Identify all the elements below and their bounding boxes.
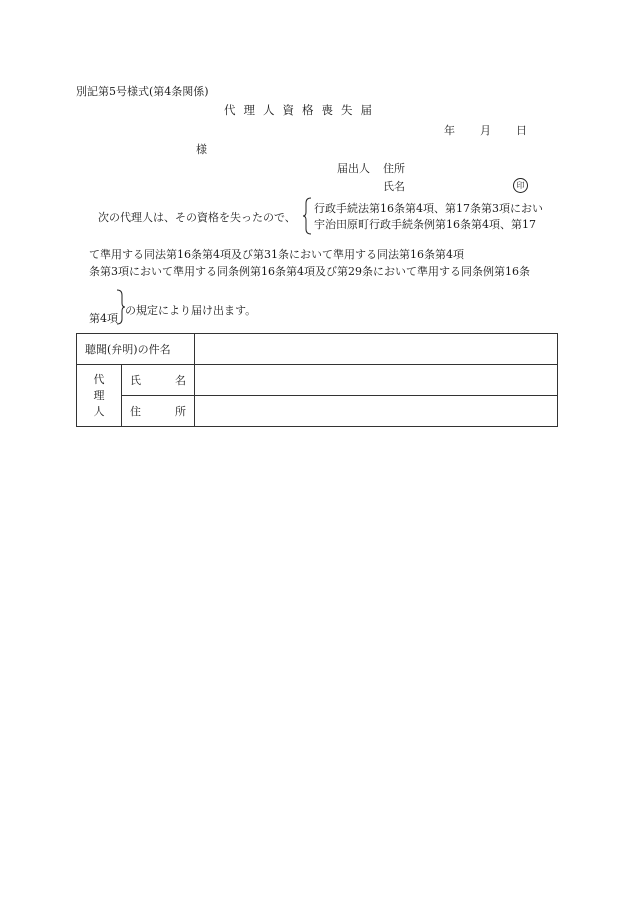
date-day-label: 日 [516, 124, 527, 137]
submitter-name-label: 氏名 [383, 180, 405, 193]
agent-name-label-char-2: 名 [175, 374, 186, 387]
agent-name-row [77, 365, 558, 396]
agent-address-row [77, 396, 558, 427]
agent-label-char-3: 人 [93, 404, 105, 418]
date-year-label: 年 [444, 124, 455, 137]
bracket-line-law: 行政手続法第16条第4項、第17条第3項におい [314, 202, 543, 215]
agent-address-label-cell [122, 396, 195, 427]
body-line-3: て準用する同法第16条第4項及び第31条において準用する同法第16条第4項 [89, 248, 464, 261]
addressee-suffix: 様 [196, 143, 207, 156]
document-title: 代理人資格喪失届 [224, 103, 380, 117]
submitter-label: 届出人 [337, 162, 370, 175]
agent-address-label-char-1: 住 [130, 405, 141, 418]
case-name-label: 聴聞(弁明)の件名 [77, 334, 195, 365]
agent-name-label-char-1: 氏 [130, 374, 141, 387]
bracket-line-ordinance: 宇治田原町行政手続条例第16条第4項、第17 [314, 218, 536, 231]
case-name-field[interactable] [195, 334, 558, 365]
agent-name-label-cell [122, 365, 195, 396]
agent-address-field[interactable] [195, 396, 558, 427]
body-line-4: 条第3項において準用する同条例第16条第4項及び第29条において準用する同条例第16条 [89, 265, 530, 278]
date-month-label: 月 [480, 124, 491, 137]
body-line-5-start: 第4項 [89, 312, 118, 325]
agent-label-char-1: 代 [93, 372, 105, 386]
agent-address-label-char-2: 所 [175, 405, 186, 418]
agent-name-field[interactable] [195, 365, 558, 396]
body-line-5-end: の規定により届け出ます。 [125, 304, 257, 317]
agent-label-cell [77, 365, 122, 427]
case-name-row [77, 334, 558, 365]
agent-label-char-2: 理 [93, 388, 105, 402]
seal-mark: 印 [513, 178, 528, 193]
form-number: 別記第5号様式(第4条関係) [76, 85, 209, 98]
body-lead-text: 次の代理人は、その資格を失ったので、 [98, 211, 296, 224]
agent-info-table [76, 333, 558, 427]
submitter-address-label: 住所 [383, 162, 405, 175]
left-brace-icon [302, 197, 312, 235]
